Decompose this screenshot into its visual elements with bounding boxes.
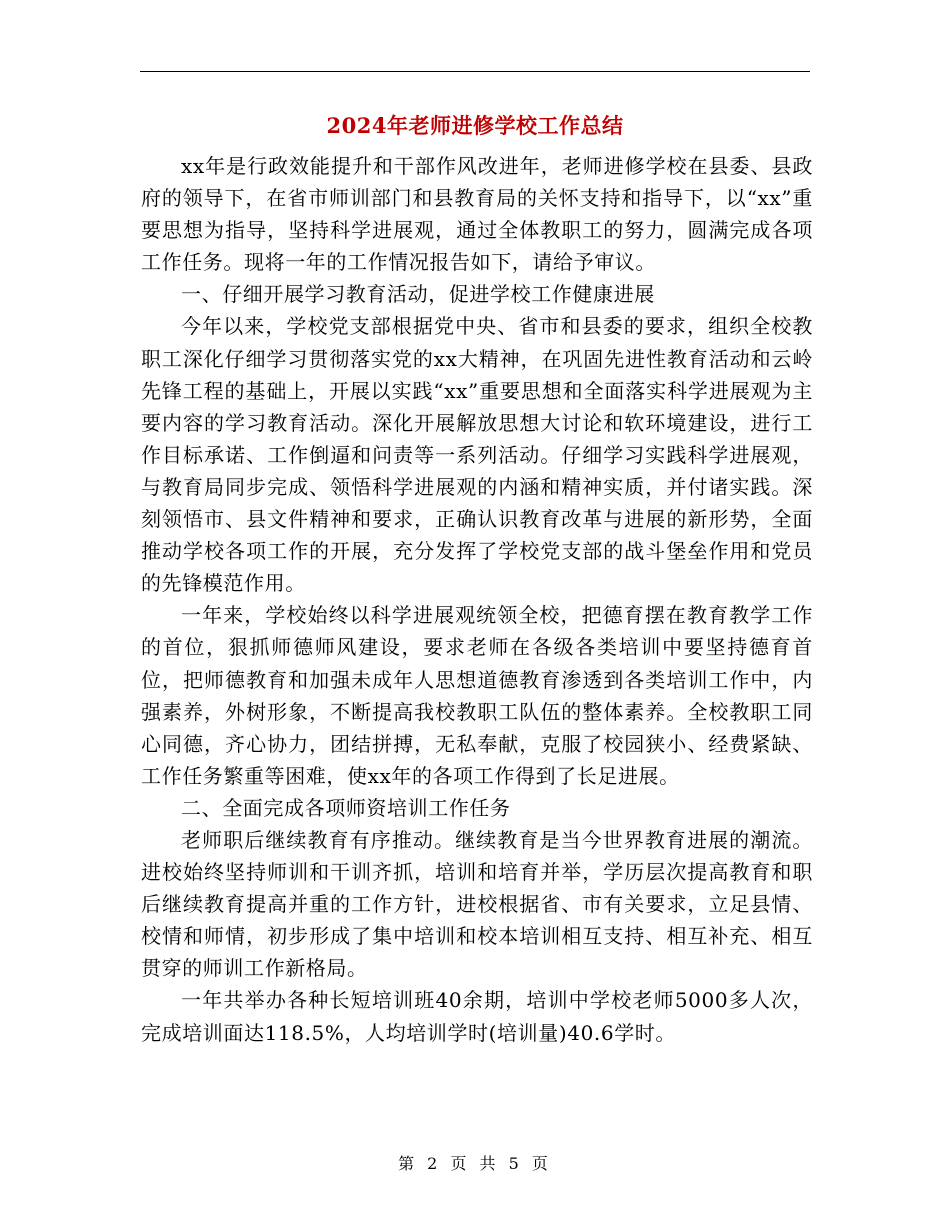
page-footer: 第 2 页 共 5 页 (398, 1154, 552, 1173)
paragraph-training-stats: 一年共举办各种长短培训班40余期，培训中学校老师5000多人次，完成培训面达118.5%，人均培训学时(培训量)40.6学时。 (141, 988, 813, 1045)
document-title: 2024年老师进修学校工作总结 (326, 113, 624, 138)
header-rule (140, 71, 810, 72)
section-heading-2: 二、全面完成各项师资培训工作任务 (181, 795, 511, 820)
paragraph-continuing-education: 老师职后继续教育有序推动。继续教育是当今世界教育进展的潮流。进校始终坚持师训和干训齐抓，培训和培育并举，学历层次提高教育和职后继续教育提高并重的工作方针，进校根据省、市有关要求，立足县情、校情和师情，初步形成了集中培训和校本培训相互支持、相互补充、相互贯穿的师训工作新格局。 (141, 827, 813, 981)
paragraph-moral-education: 一年来，学校始终以科学进展观统领全校，把德育摆在教育教学工作的首位，狠抓师德师风建设，要求老师在各级各类培训中要坚持德育首位，把师德教育和加强未成年人思想道德教育渗透到各类培训工作中，内强素养，外树形象，不断提高我校教职工队伍的整体素养。全校教职工同心同德，齐心协力，团结拼搏，无私奉献，克服了校园狭小、经费紧缺、工作任务繁重等困难，使xx年的各项工作得到了长足进展。 (141, 603, 813, 788)
paragraph-intro: xx年是行政效能提升和干部作风改进年，老师进修学校在县委、县政府的领导下，在省市师训部门和县教育局的关怀支持和指导下，以“xx”重要思想为指导，坚持科学进展观，通过全体教职工的努力，圆满完成各项工作任务。现将一年的工作情况报告如下，请给予审议。 (141, 154, 813, 275)
section-heading-1: 一、仔细开展学习教育活动，促进学校工作健康进展 (181, 282, 655, 307)
document-body (141, 150, 813, 1049)
paragraph-study-activities: 今年以来，学校党支部根据党中央、省市和县委的要求，组织全校教职工深化仔细学习贯彻落实党的xx大精神，在巩固先进性教育活动和云岭先锋工程的基础上，开展以实践“xx”重要思想和全面落实科学进展观为主要内容的学习教育活动。深化开展解放思想大讨论和软环境建设，进行工作目标承诺、工作倒逼和问责等一系列活动。仔细学习实践科学进展观，与教育局同步完成、领悟科学进展观的内涵和精神实质，并付诸实践。深刻领悟市、县文件精神和要求，正确认识教育改革与进展的新形势，全面推动学校各项工作的开展，充分发挥了学校党支部的战斗堡垒作用和党员的先锋模范作用。 (141, 314, 813, 596)
